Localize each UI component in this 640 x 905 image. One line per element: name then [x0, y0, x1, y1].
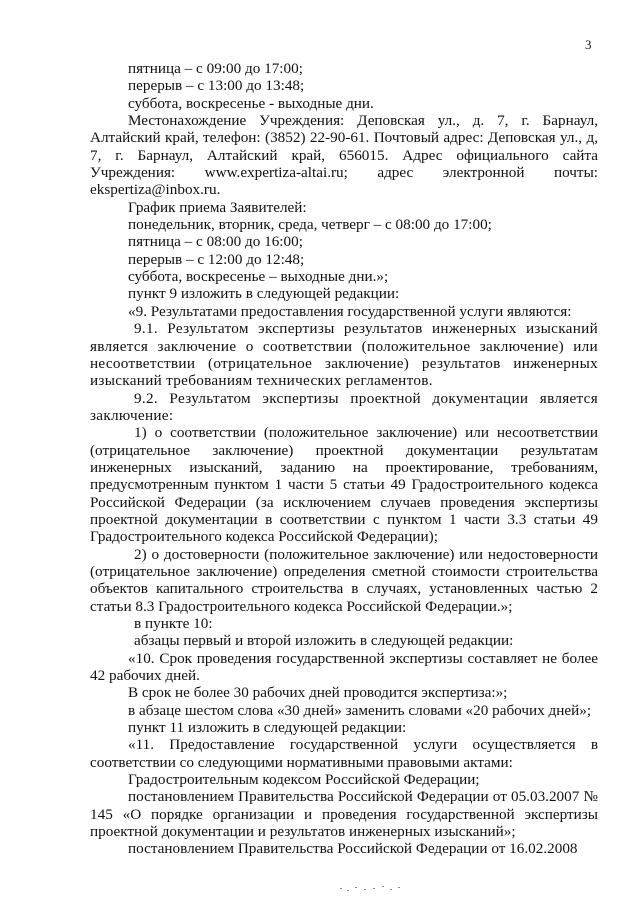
paragraph: перерыв – с 13:00 до 13:48; — [128, 77, 305, 95]
paragraph: абзацы первый и второй изложить в следующей редакции: — [134, 632, 514, 650]
paragraph: 9.2. Результатом экспертизы проектной документации является заключение: — [90, 389, 598, 424]
paragraph: пункт 9 изложить в следующей редакции: — [128, 285, 400, 303]
paragraph: в пункте 10: — [134, 615, 213, 632]
paragraph: 1) о соответствии (положительное заключение) или несоответствии (отрицательное заключение) проектной документации результатам инженерных изысканий, заданию на проектирование, требованиям, предусмотренным пунктом 1 части 5 статьи 49 Градостроительного кодекса Российской Федерации (за исключением случаев проведения экспертизы проектной документации в соответствии с пунктом 1 части 3.3 статьи 49 Градостроительного кодекса Российской Федерации); — [90, 424, 598, 546]
paragraph: График приема Заявителей: — [128, 198, 307, 216]
paragraph: «11. Предоставление государственной услуги осуществляется в соответствии со следующими нормативными правовыми актами: — [90, 736, 598, 771]
paragraph: пятница – с 08:00 до 16:00; — [128, 233, 303, 251]
paragraph: суббота, воскресенье – выходные дни.»; — [128, 268, 389, 286]
paragraph: пункт 11 изложить в следующей редакции: — [128, 719, 407, 737]
paragraph: В срок не более 30 рабочих дней проводится экспертиза:»; — [128, 684, 508, 702]
paragraph: постановлением Правительства Российской Федерации от 16.02.2008 — [128, 840, 578, 858]
page-number: 3 — [585, 37, 592, 52]
paragraph: в абзаце шестом слова «30 дней» заменить словами «20 рабочих дней»; — [128, 701, 592, 719]
paragraph: «9. Результатами предоставления государственной услуги являются: — [128, 302, 572, 320]
paragraph: понедельник, вторник, среда, четверг – с 08:00 до 17:00; — [128, 216, 492, 234]
paragraph: 9.1. Результатом экспертизы результатов инженерных изысканий является заключение о соответствии (положительное заключение) или несоответствии (отрицательное заключение) результатов инженерных изысканий требованиям технических регламентов. — [90, 320, 598, 390]
paragraph: перерыв – с 12:00 до 12:48; — [128, 250, 305, 268]
paragraph: 2) о достоверности (положительное заключение) или недостоверности (отрицательное заключение) определения сметной стоимости строительства объектов капитального строительства в случаях, установленных частью 2 статьи 8.3 Градостроительного кодекса Российской Федерации.»; — [90, 545, 598, 615]
paragraph: Градостроительным кодексом Российской Федерации; — [128, 771, 480, 789]
scan-specks — [338, 885, 408, 893]
paragraph: «10. Срок проведения государственной экспертизы составляет не более 42 рабочих дней. — [90, 649, 598, 685]
paragraph: пятница – с 09:00 до 17:00; — [128, 60, 303, 77]
paragraph: Местонахождение Учреждения: Деповская ул., д. 7, г. Барнаул, Алтайский край, телефон: (3852) 22-90-61. Почтовый адрес: Деповская ул., д, 7, г. Барнаул, Алтайский край, 656015. Адрес официального сайта Учреждения: www.expertiza-altai.ru; адрес электронной почты: ekspertiza@inbox.ru. — [90, 112, 598, 199]
paragraph: постановлением Правительства Российской Федерации от 05.03.2007 № 145 «О порядке организации и проведения государственной экспертизы проектной документации и результатов инженерных изысканий»; — [90, 788, 598, 841]
document-body — [90, 60, 598, 858]
paragraph: суббота, воскресенье - выходные дни. — [128, 94, 374, 112]
